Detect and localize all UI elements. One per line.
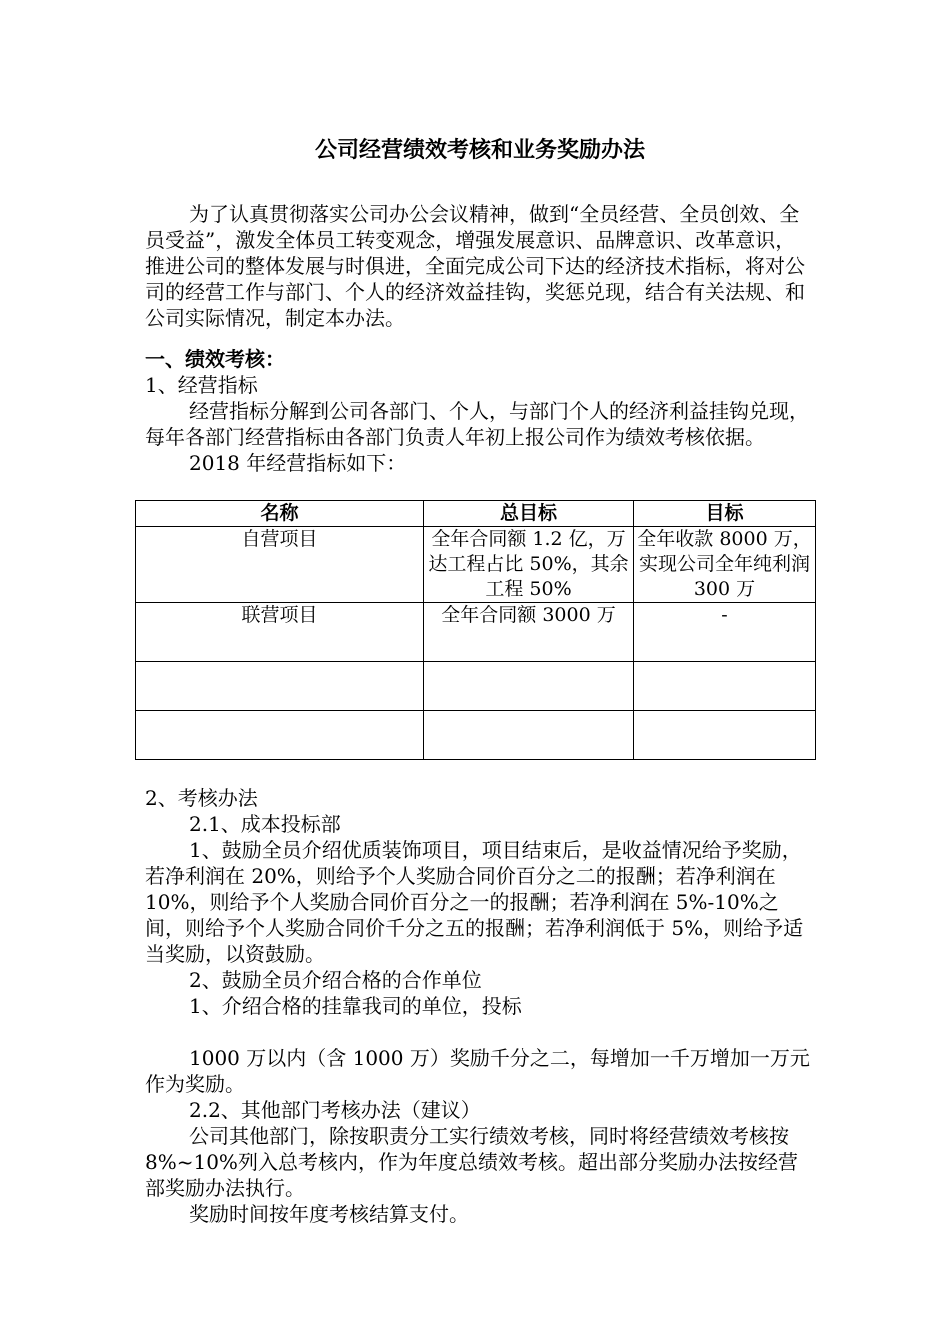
section2-2-paragraph-2: 奖励时间按年度考核结算支付。 [189,1202,469,1226]
intro-section [145,201,815,331]
table-cell [424,711,634,760]
table-cell [136,711,424,760]
table-cell [634,711,816,760]
table-caption: 2018 年经营指标如下： [189,451,407,475]
table-cell [634,662,816,711]
document-title: 公司经营绩效考核和业务奖励办法 [314,138,645,163]
section2-1-paragraph-2: 2、鼓励全员介绍合格的合作单位 [189,968,482,992]
section2-1-paragraph-1: 1、鼓励全员介绍优质装饰项目，项目结束后，是收益情况给予奖励，若净利润在 20%，则给予个人奖励合同价百分之二的报酬；若净利润在 10%，则给予个人奖励合同价百分之一的报酬；若净利润在 5%-10%之间，则给予个人奖励合同价千分之五的报酬；若净利润低于 5%，则给予适当奖励，以资鼓励。 [145,838,804,966]
targets-table [135,500,816,760]
table-row [136,662,816,711]
table-cell: 全年合同额 3000 万 [424,603,634,662]
section1 [145,346,815,476]
section2-2-paragraph-1: 公司其他部门，除按职责分工实行绩效考核，同时将经营绩效考核按 8%~10%列入总考核内，作为年度总绩效考核。超出部分奖励办法按经营部奖励办法执行。 [145,1124,798,1200]
section2 [145,785,815,1227]
table-cell [136,662,424,711]
section2-1-title: 2.1、成本投标部 [189,812,341,836]
table-cell: 全年收款 8000 万，实现公司全年纯利润 300 万 [634,527,816,603]
section2-title: 2、考核办法 [145,786,258,810]
table-cell: 联营项目 [136,603,424,662]
section1-heading: 一、绩效考核： [145,347,285,371]
table-cell: 自营项目 [136,527,424,603]
section2-1-paragraph-4: 1000 万以内（含 1000 万）奖励千分之二，每增加一千万增加一万元作为奖励。 [145,1046,810,1096]
section1-sub1-title: 1、经营指标 [145,373,258,397]
table-header-total-target: 总目标 [424,501,634,527]
table-header-target: 目标 [634,501,816,527]
table-header-row [136,501,816,527]
table-cell [424,662,634,711]
table-row [136,527,816,603]
section1-sub1-body: 经营指标分解到公司各部门、个人，与部门个人的经济利益挂钩兑现，每年各部门经营指标由各部门负责人年初上报公司作为绩效考核依据。 [145,399,809,449]
section2-2-title: 2.2、其他部门考核办法（建议） [189,1098,481,1122]
table-row [136,711,816,760]
table-row [136,603,816,662]
table-cell: - [634,603,816,662]
table-cell: 全年合同额 1.2 亿，万达工程占比 50%，其余工程 50% [424,527,634,603]
table-header-name: 名称 [136,501,424,527]
section2-1-paragraph-3: 1、介绍合格的挂靠我司的单位，投标 [189,994,522,1018]
intro-paragraph: 为了认真贯彻落实公司办公会议精神，做到“全员经营、全员创效、全员受益”，激发全体员工转变观念，增强发展意识、品牌意识、改革意识，推进公司的整体发展与时俱进，全面完成公司下达的经济技术指标，将对公司的经营工作与部门、个人的经济效益挂钩，奖惩兑现，结合有关法规、和公司实际情况，制定本办法。 [145,202,805,330]
